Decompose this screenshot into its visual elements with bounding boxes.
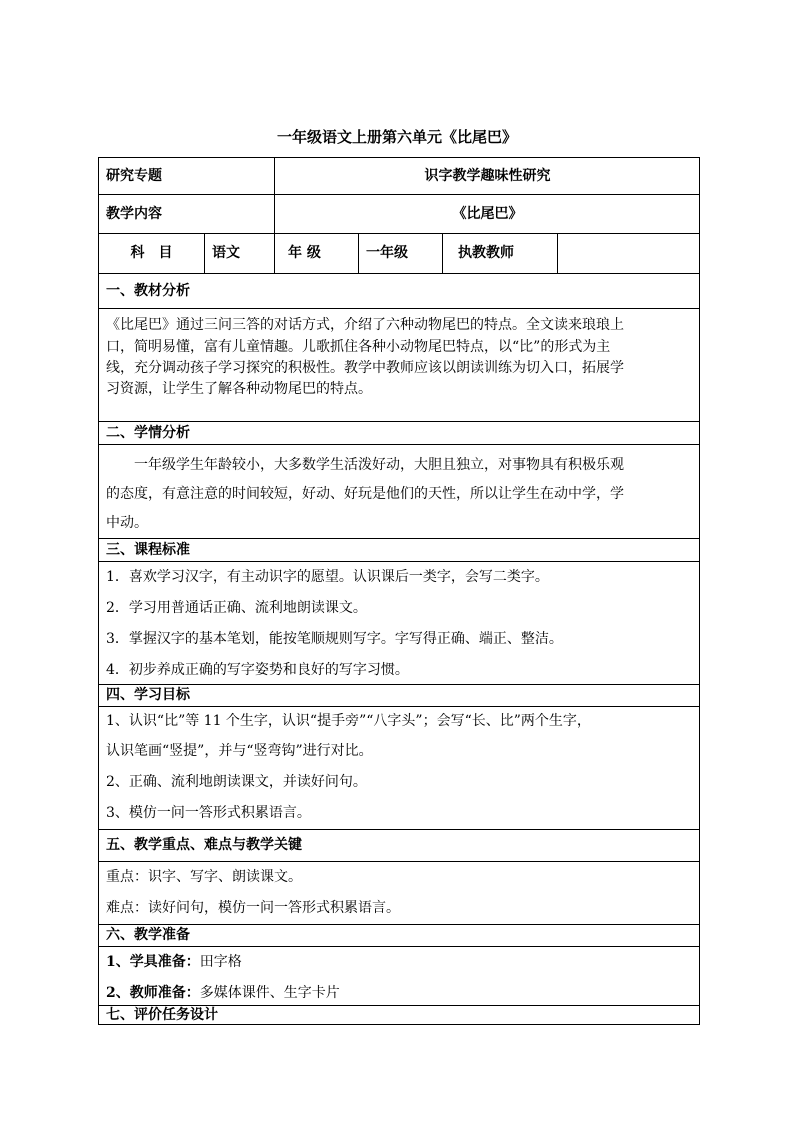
document-title: 一年级语文上册第六单元《比尾巴》 [276,128,517,146]
row-divider [98,538,700,539]
section-heading: 二、学情分析 [106,425,190,441]
subject-value: 语文 [212,245,240,261]
prep-item-students [106,952,242,972]
row-divider [98,421,700,422]
topic-value: 识字教学趣味性研究 [424,168,551,184]
row-divider [98,829,700,830]
row-divider [98,273,700,274]
paragraph-line: 重点：识字、写字、朗读课文。 [106,869,302,885]
column-divider [358,233,359,273]
content-label: 教学内容 [106,206,162,222]
row-divider [98,946,700,947]
content-value: 《比尾巴》 [452,206,523,222]
row-divider [98,561,700,562]
paragraph-line: 习资源，让学生了解各种动物尾巴的特点。 [106,381,372,397]
prep-item-teacher [106,983,340,1003]
paragraph-line: 难点：读好问句，模仿一问一答形式积累语言。 [106,900,400,916]
section-heading: 四、学习目标 [106,687,190,703]
topic-label: 研究专题 [106,168,162,184]
prep-item-value: 田字格 [199,954,242,970]
paragraph-line: 2、正确、流利地朗读课文，并读好问句。 [106,774,367,790]
row-divider [98,444,700,445]
list-item: 3．掌握汉字的基本笔划，能按笔顺规则写字。字写得正确、端正、整洁。 [106,631,563,647]
paragraph-line: 3、模仿一问一答形式积累语言。 [106,805,311,821]
column-divider [442,233,443,273]
section-heading: 六、教学准备 [106,927,190,943]
column-divider [204,233,205,273]
paragraph-line: 1、认识“比”等 11 个生字，认识“提手旁”“八字头”；会写“长、比”两个生字， [106,713,591,729]
grade-value: 一年级 [366,245,408,261]
paragraph-line: 线，充分调动孩子学习探究的积极性。教学中教师应该以朗读训练为切入口，拓展学 [106,360,624,376]
row-divider [98,233,700,234]
prep-item-value: 多媒体课件、生字卡片 [199,985,340,1001]
row-divider [98,308,700,309]
paragraph-line: 认识笔画“竖提”，并与“竖弯钩”进行对比。 [106,743,373,759]
paragraph-line: 的态度，有意注意的时间较短，好动、好玩是他们的天性，所以让学生在动中学，学 [106,486,624,502]
subject-label: 科 目 [130,245,173,261]
list-item: 1．喜欢学习汉字，有主动识字的愿望。认识课后一类字，会写二类字。 [106,569,549,585]
paragraph-line: 中动。 [106,515,148,531]
teacher-label: 执教教师 [458,245,514,261]
section-heading: 三、课程标准 [106,542,190,558]
row-divider [98,194,700,195]
paragraph-line: 《比尾巴》通过三问三答的对话方式，介绍了六种动物尾巴的特点。全文读来琅琅上 [106,317,624,333]
list-item: 2．学习用普通话正确、流利地朗读课文。 [106,600,367,616]
paragraph-line: 口，简明易懂，富有儿童情趣。儿歌抓住各种小动物尾巴特点，以“比”的形式为主 [106,339,611,355]
list-item: 4．初步养成正确的写字姿势和良好的写字习惯。 [106,662,409,678]
row-divider [98,861,700,862]
section-heading: 五、教学重点、难点与教学关键 [106,837,302,853]
section-heading: 一、教材分析 [106,283,190,299]
prep-item-label: 2、教师准备： [106,985,200,1001]
prep-item-label: 1、学具准备： [106,954,200,970]
section-heading: 七、评价任务设计 [106,1007,218,1023]
row-divider [98,706,700,707]
column-divider [557,233,558,273]
grade-label: 年 级 [288,245,321,261]
paragraph-line: 一年级学生年龄较小，大多数学生活泼好动，大胆且独立，对事物具有积极乐观 [134,457,624,473]
